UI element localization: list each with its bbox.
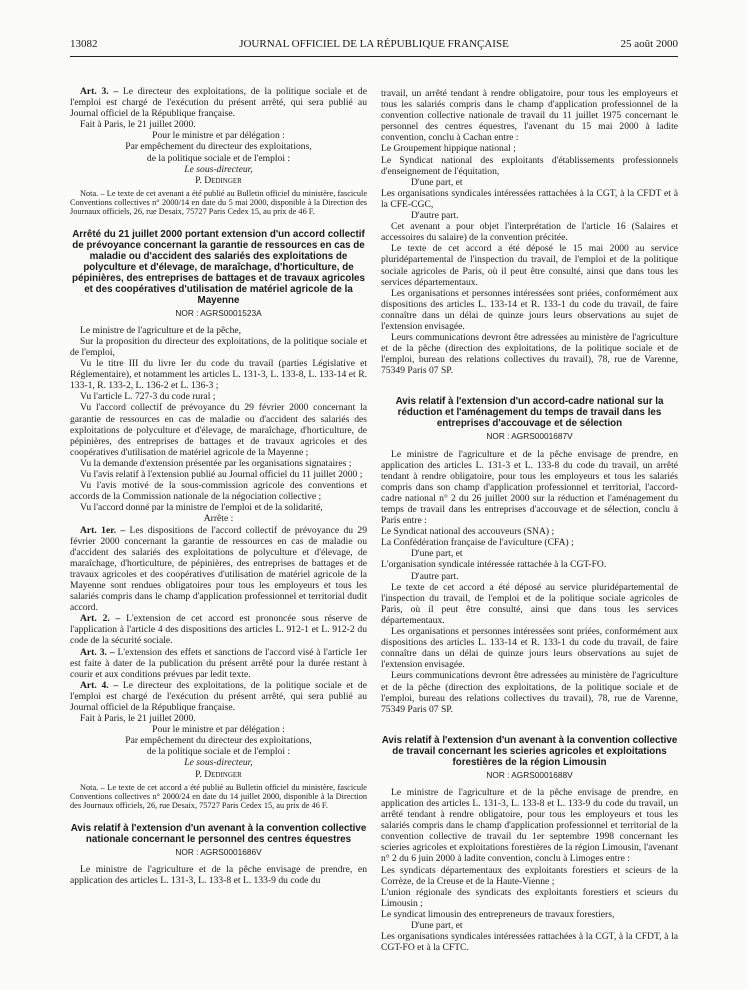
signatory-name: P. Dedinger: [195, 768, 242, 780]
signatory-party: Les organisations syndicales intéressées rattachées à la CGT, à la CFDT et à la CFE-CGC,: [381, 187, 678, 210]
paragraph: Leurs communications devront être adressées au ministère de l'agriculture et de la pêche (direction des exploitations, de la politique sociale et de l'emploi, bureau des relations collectives du travail), 78, rue de Varenne, 75349 Paris 07 SP.: [381, 670, 678, 715]
paragraph: Vu le titre III du livre Ier du code du travail (parties Législative et Réglementaire), et notamment les articles L. 131-3, L. 133-8, L. 133-14 et R. 133-1, R. 133-2, L. 136-2 et L. 136-3 ;: [70, 358, 367, 392]
signatory-name: P. Dedinger: [195, 174, 242, 186]
signatory-party: Le Syndicat national des exploitants d'établissements professionnels d'enseignement de l'équitation,: [381, 154, 678, 177]
paragraph: Les organisations et personnes intéressées sont priées, conformément aux dispositions des articles L. 133-14 et R. 133-1 du code du travail, de faire connaître dans un délai de quinze jours leurs observations au sujet de l'extension envisagée.: [381, 626, 678, 671]
signature-block: Pour le ministre et par délégation : Par empêchement du directeur des exploitations, de la politique sociale et de l'emploi : Le sous-directeur, P. Dedinger: [70, 724, 367, 779]
signatory-party: Le Syndicat national des accouveurs (SNA) ;: [381, 526, 555, 538]
party-marker: D'une part, et: [411, 920, 463, 931]
party-marker: D'autre part.: [411, 570, 459, 582]
article-2: Art. 2. – L'extension de cet accord est prononcée sous réserve de l'application à l'article 4 des dispositions des articles L. 912-1 et L. 912-2 du code de la sécurité sociale.: [70, 613, 367, 647]
paragraph: Vu l'accord donné par la ministre de l'emploi et de la solidarité,: [80, 502, 323, 514]
publication-note: Nota. – Le texte de cet accord a été publié au Bulletin officiel du ministère, fascicule Conventions collectives n° 2000/24 en date du 14 juillet 2000, disponible à la Direction des Journaux officiels, 26, rue Desaix, 75727 Paris Cedex 15, au prix de 46 F.: [70, 782, 367, 811]
paragraph: Le ministre de l'agriculture et de la pêche,: [80, 324, 242, 336]
nor-reference: NOR : AGRS0001686V: [175, 846, 262, 857]
article-1: Art. 1er. – Les dispositions de l'accord collectif de prévoyance du 29 février 2000 concernant la garantie de ressources en cas de maladie ou d'accident des salariés des exploitations de polyculture et d'élevage, de maraîchage, d'horticulture, de pépinières, des entreprises de battages et de travaux agricoles et des coopératives d'utilisation de matériel agricole de la Mayenne sont rendues obligatoires pour tous les employeurs et tous les salariés compris dans le champ d'application professionnel et territorial dudit accord.: [70, 524, 368, 614]
paragraph: Vu l'accord collectif de prévoyance du 29 février 2000 concernant la garantie de ressources en cas de maladie ou d'accident des salariés des exploitations de polyculture et d'élevage, de maraîchage, d'horticulture, de pépinières, des entreprises de battages et de travaux agricoles et des coopératives d'utilisation de matériel agricole de la Mayenne ;: [70, 402, 367, 458]
nor-reference: NOR : AGRS0001687V: [486, 431, 573, 442]
signatory-party: Le syndicat limousin des entrepreneurs de travaux forestiers,: [381, 908, 615, 920]
article-3: Art. 3. – L'extension des effets et sanctions de l'accord visé à l'article 1er est faite à dater de la publication du présent arrêté pour la durée restant à courir et aux conditions prévues par ledit texte.: [70, 646, 367, 680]
article-3: Art. 3. – Le directeur des exploitations, de la politique sociale et de l'emploi est chargé de l'exécution du présent arrêté, qui sera publié au Journal officiel de la République française.: [70, 86, 367, 120]
signature-date: Fait à Paris, le 21 juillet 2000.: [80, 713, 196, 725]
paragraph: Vu l'avis motivé de la sous-commission agricole des conventions et accords de la Commission nationale de la négociation collective ;: [70, 480, 367, 503]
arrete-heading: Arrête :: [203, 513, 234, 525]
paragraph: Les organisations et personnes intéressées sont priées, conformément aux dispositions des articles L. 133-14 et R. 133-1 du code du travail, de faire connaître dans un délai de quinze jours leurs observations au sujet de l'extension envisagée.: [381, 287, 678, 332]
notice-title: Avis relatif à l'extension d'un accord-cadre national sur la réduction et l'aménagement du temps de travail dans les entreprises d'accouvage et de sélection: [395, 396, 664, 430]
right-column: [381, 88, 678, 953]
paragraph: travail, un arrêté tendant à rendre obligatoire, pour tous les employeurs et tous les salariés compris dans le champ d'application professionnel de la convention collective nationale de travail du 11 juillet 1975 concernant le personnel des centres équestres, l'avenant du 15 mai 2000 à ladite convention, conclu à Cachan entre :: [381, 88, 678, 144]
signature-date: Fait à Paris, le 21 juillet 2000.: [80, 119, 196, 131]
page-header: [70, 38, 678, 54]
issue-date: 25 août 2000: [620, 38, 678, 50]
signatory-party: Les syndicats départementaux des exploitants forestiers et scieurs de la Corrèze, de la Creuse et de la Haute-Vienne ;: [381, 864, 678, 887]
notice-title: Avis relatif à l'extension d'un avenant à la convention collective nationale concernant le personnel des centres équestres: [70, 822, 367, 845]
signatory-party: L'organisation syndicale intéressée rattachée à la CGT-FO.: [381, 559, 607, 571]
paragraph: Vu l'avis relatif à l'extension publié au Journal officiel du 11 juillet 2000 ;: [80, 469, 363, 481]
page-number: 13082: [70, 38, 98, 50]
nor-reference: NOR : AGRS0001523A: [175, 307, 262, 318]
paragraph: Leurs communications devront être adressées au ministère de l'agriculture et de la pêche (direction des exploitations, de la politique sociale et de l'emploi, bureau des relations collectives du travail), 78, rue de Varenne, 75349 Paris 07 SP.: [381, 332, 678, 377]
paragraph: Le ministre de l'agriculture et de la pêche envisage de prendre, en application des articles L. 131-3 et L. 133-8 du code du travail, un arrêté tendant à rendre obligatoire, pour tous les employeurs et tous les salariés compris dans son champ d'application professionnel et territorial, l'accord-cadre national n° 2 du 26 juillet 2000 sur la réduction et l'aménagement du temps de travail dans les entreprises d'accouvage et de sélection, conclu à Paris entre :: [381, 448, 678, 527]
header-rule: [70, 56, 678, 57]
paragraph: Le texte de cet accord a été déposé le 15 mai 2000 au service pluridépartemental de l'inspection du travail, de l'emploi et de la politique sociale agricoles de Paris, où il peut être consulté, ainsi que dans tous les services départementaux.: [381, 243, 678, 288]
decree-title: Arrêté du 21 juillet 2000 portant extension d'un accord collectif de prévoyance concernant la garantie de ressources en cas de maladie ou d'accident des salariés des exploitations de polyculture et d'élevage, de maraîchage, d'horticulture, de pépinières, des entreprises de battages et de travaux agricoles et des coopératives d'utilisation de matériel agricole de la Mayenne: [72, 228, 365, 306]
publication-note: Nota. – Le texte de cet avenant a été publié au Bulletin officiel du ministère, fascicule Conventions collectives n° 2000/14 en date du 5 mai 2000, disponible à la Direction des Journaux officiels, 26, rue Desaix, 75727 Paris Cedex 15, au prix de 46 F.: [70, 188, 367, 217]
notice-title: Avis relatif à l'extension d'un avenant à la convention collective de travail concernant les scieries agricoles et exploitations forestières de la région Limousin: [381, 734, 678, 768]
journal-title: JOURNAL OFFICIEL DE LA RÉPUBLIQUE FRANÇAISE: [239, 38, 509, 50]
party-marker: D'autre part.: [411, 210, 459, 222]
signature-block: Pour le ministre et par délégation : Par empêchement du directeur des exploitations, de la politique sociale et de l'emploi : Le sous-directeur, P. Dedinger: [70, 130, 367, 185]
article-4: Art. 4. – Le directeur des exploitations, de la politique sociale et de l'emploi est chargé de l'exécution du présent arrêté, qui sera publié au Journal officiel de la République française.: [70, 679, 367, 714]
paragraph: Cet avenant a pour objet l'interprétation de l'article 16 (Salaires et accessoires du salaire) de la convention précitée.: [381, 221, 678, 244]
nor-reference: NOR : AGRS0001688V: [486, 769, 573, 780]
paragraph: Vu la demande d'extension présentée par les organisations signataires ;: [80, 457, 352, 469]
party-marker: D'une part, et: [411, 176, 463, 188]
party-marker: D'une part, et: [411, 548, 463, 560]
left-column: [70, 86, 367, 886]
paragraph: Le ministre de l'agriculture et de la pêche envisage de prendre, en application des articles L. 131-3, L. 133-8 et L. 133-9 du code du travail, un arrêté tendant à rendre obligatoire, pour tous les employeurs et tous les salariés compris dans le champ d'application professionnel et territorial de la convention collective de travail du 1er septembre 1998 concernant les scieries agricoles et exploitations forestières de la région Limousin, l'avenant n° 2 du 6 juin 2000 à ladite convention, conclu à Limoges entre :: [381, 786, 678, 865]
signatory-party: L'union régionale des syndicats des exploitants forestiers et scieurs du Limousin ;: [381, 886, 678, 909]
paragraph: Le ministre de l'agriculture et de la pêche envisage de prendre, en application des articles L. 131-3, L. 133-8 et L. 133-9 du code du: [70, 863, 367, 886]
signatory-party: Le Groupement hippique national ;: [381, 143, 516, 155]
paragraph: Vu l'article L. 727-3 du code rural ;: [80, 391, 216, 403]
paragraph: Le texte de cet accord a été déposé au service pluridépartemental de l'inspection du travail, de l'emploi et de la politique sociale agricoles de Paris, où il peut être consulté, ainsi que dans tous les services départementaux.: [381, 581, 678, 626]
signatory-party: Les organisations syndicales intéressées rattachées à la CGT, à la CFDT, à la CGT-FO et à la CFTC.: [381, 931, 678, 954]
signatory-party: La Confédération française de l'aviculture (CFA) ;: [381, 537, 574, 549]
paragraph: Sur la proposition du directeur des exploitations, de la politique sociale et de l'emploi,: [70, 335, 367, 359]
